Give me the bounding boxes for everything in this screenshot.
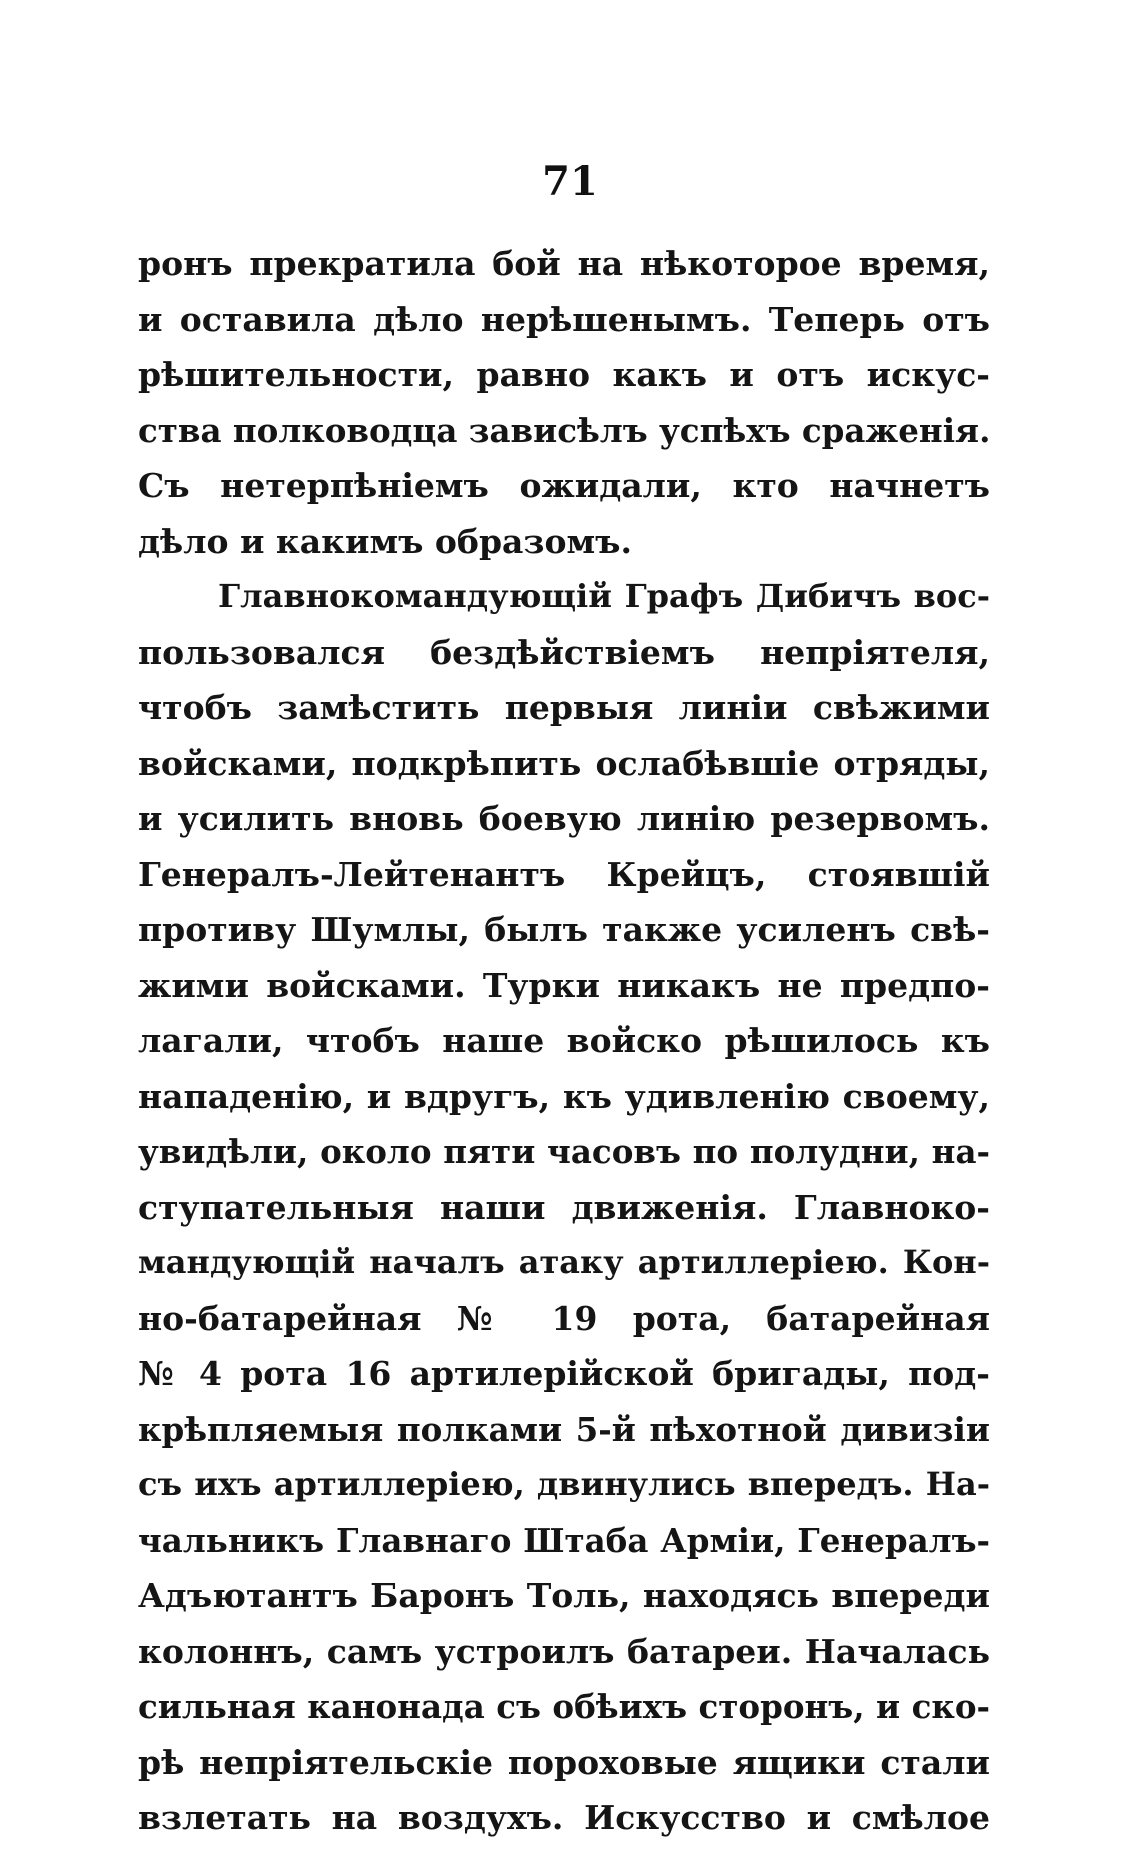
page-number: 71 — [542, 158, 598, 205]
text-line: и усилить вновь боевую линію резервомъ. — [138, 799, 990, 838]
text-line: жими войсками. Турки никакъ не предпо- — [138, 965, 990, 1005]
text-line: и оставила дѣло нерѣшенымъ. Теперь отъ — [138, 299, 990, 339]
text-line: пользовался бездѣйствіемъ непріятеля, — [138, 632, 990, 672]
text-line: увидѣли, около пяти часовъ по полудни, на- — [138, 1132, 990, 1171]
text-line: крѣпляемыя полками 5-й пѣхотной дивизіи — [138, 1409, 990, 1449]
text-line: рѣшительности, равно какъ и отъ искус- — [138, 355, 990, 394]
text-line: рѣ непріятельскіе пороховые ящики стали — [138, 1742, 990, 1782]
text-line: ства полководца зависѣлъ успѣхъ сраженія. — [138, 410, 991, 450]
paragraph-start-line: Главнокомандующій Графъ Дибичъ вос- — [218, 577, 990, 615]
body-text — [138, 236, 990, 1846]
text-line: сильная канонада съ обѣихъ сторонъ, и ско- — [138, 1687, 990, 1726]
text-line: войсками, подкрѣпить ослабѣвшіе отряды, — [138, 743, 990, 783]
text-line: ронъ прекратила бой на нѣкоторое время, — [138, 244, 990, 283]
text-line: Адъютантъ Баронъ Толь, находясь впереди — [138, 1576, 990, 1615]
text-line: Генералъ-Лейтенантъ Крейцъ, стоявшій — [138, 854, 990, 894]
text-line: Съ нетерпѣніемъ ожидали, кто начнетъ — [138, 466, 990, 505]
text-line: № 4 рота 16 артилерійской бригады, под- — [138, 1354, 990, 1393]
text-line: нападенію, и вдругъ, къ удивленію своему, — [138, 1076, 990, 1116]
text-line: чтобъ замѣстить первыя линіи свѣжими — [138, 688, 990, 727]
text-line: дѣло и какимъ образомъ. — [138, 521, 632, 561]
text-line: ступательныя наши движенія. Главноко- — [138, 1187, 990, 1227]
text-line: мандующій началъ атаку артиллеріею. Кон- — [138, 1243, 990, 1281]
text-line: противу Шумлы, былъ также усиленъ свѣ- — [138, 910, 990, 949]
text-line: съ ихъ артиллеріею, двинулись впередъ. На- — [138, 1465, 990, 1503]
text-line: колоннъ, самъ устроилъ батареи. Началась — [138, 1631, 990, 1671]
text-line: чальникъ Главнаго Штаба Арміи, Генералъ- — [138, 1520, 990, 1560]
text-line: лагали, чтобъ наше войско рѣшилось къ — [138, 1021, 990, 1060]
text-line: взлетать на воздухъ. Искусство и смѣлое — [138, 1798, 990, 1837]
text-line: но-батарейная № 19 рота, батарейная — [138, 1298, 990, 1338]
